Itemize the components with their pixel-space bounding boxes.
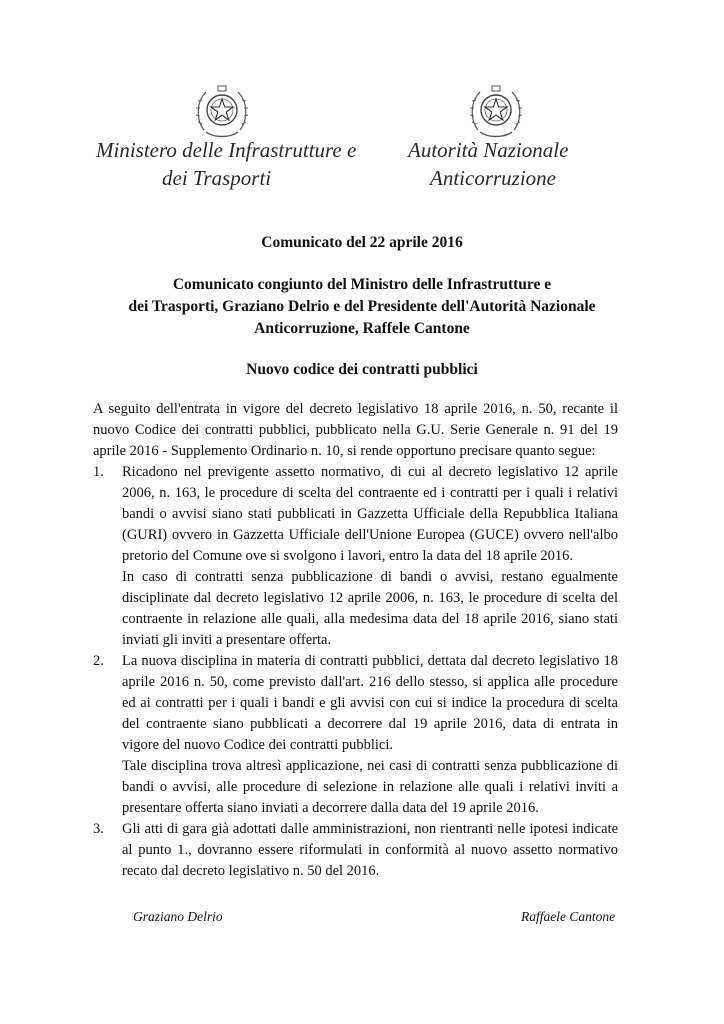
list-item: [93, 819, 618, 882]
list-item-paragraph: La nuova disciplina in materia di contratti pubblici, dettata dal decreto legislativo 18 aprile 2016 n. 50, come previsto dall'art. 216 dello stesso, si applica alle procedure ed ai contratti per i quali i bandi e gli avvisi con cui si indice la procedura di scelta del contraente siano pubblicati a decorrere dal 19 aprile 2016, data di entrata in vigore del nuovo Codice dei contratti pubblici.: [122, 653, 618, 753]
list-item-number: 2.: [93, 653, 104, 669]
body-text: [93, 399, 618, 882]
list-item-paragraph: Ricadono nel previgente assetto normativo, di cui al decreto legislativo 12 aprile 2006, n. 163, le procedure di scelta del contraente ed i contratti per i quali i relativi bandi o avvisi siano stati pubblicati in Gazzetta Ufficiale della Repubblica Italiana (GURI) ovvero in Gazzetta Ufficiale dell'Unione Europea (GUCE) ovvero nell'albo pretorio del Comune ove si svolgono i lavori, entro la data del 18 aprile 2016.: [122, 464, 618, 564]
authority-name-line-2: Anticorruzione: [430, 166, 556, 190]
list-item: [93, 462, 618, 651]
title-line: Comunicato congiunto del Ministro delle Infrastrutture e: [172, 276, 552, 293]
document-subtitle: Nuovo codice dei contratti pubblici: [246, 361, 478, 378]
ministry-name-line-2: dei Trasporti: [162, 166, 272, 190]
document-title: [0, 274, 724, 340]
list-item-paragraph: Tale disciplina trova altresì applicazione, nei casi di contratti senza pubblicazione di bandi o avvisi, alle procedure di selezione in relazione alle quali i relativi inviti a presentare offerta siano inviati a decorrere dalla data del 19 aprile 2016.: [122, 758, 618, 816]
italian-republic-emblem-icon: [466, 80, 526, 142]
list-item-number: 1.: [93, 464, 104, 480]
title-line: Anticorruzione, Raffele Cantone: [254, 320, 470, 337]
authority-name-line-1: Autorità Nazionale: [408, 138, 569, 162]
signature-cantone: Raffaele Cantone: [521, 909, 616, 924]
title-line: dei Trasporti, Graziano Delrio e del Presidente dell'Autorità Nazionale: [128, 298, 596, 315]
intro-paragraph: A seguito dell'entrata in vigore del decreto legislativo 18 aprile 2016, n. 50, recante il nuovo Codice dei contratti pubblici, pubblicato nella G.U. Serie Generale n. 91 del 19 aprile 2016 - Supplemento Ordinario n. 10, si rende opportuno precisare quanto segue:: [93, 401, 618, 459]
list-item-paragraph: In caso di contratti senza pubblicazione di bandi o avvisi, restano egualmente disciplinate dal decreto legislativo 12 aprile 2006, n. 163, le procedure di scelta del contraente in relazione alle quali, alla medesima data del 18 aprile 2016, siano stati inviati gli inviti a presentare offerta.: [122, 569, 618, 648]
list-item: [93, 651, 618, 819]
italian-republic-emblem-icon: [192, 80, 252, 142]
signature-delrio: Graziano Delrio: [133, 909, 223, 924]
date-heading: Comunicato del 22 aprile 2016: [261, 234, 463, 251]
points-list: [93, 462, 618, 882]
list-item-number: 3.: [93, 821, 104, 837]
list-item-paragraph: Gli atti di gara già adottati dalle amministrazioni, non rientranti nelle ipotesi indicate al punto 1., dovranno essere riformulati in conformità al nuovo assetto normativo recato dal decreto legislativo n. 50 del 2016.: [122, 821, 618, 879]
ministry-name-line-1: Ministero delle Infrastrutture e: [96, 138, 357, 162]
